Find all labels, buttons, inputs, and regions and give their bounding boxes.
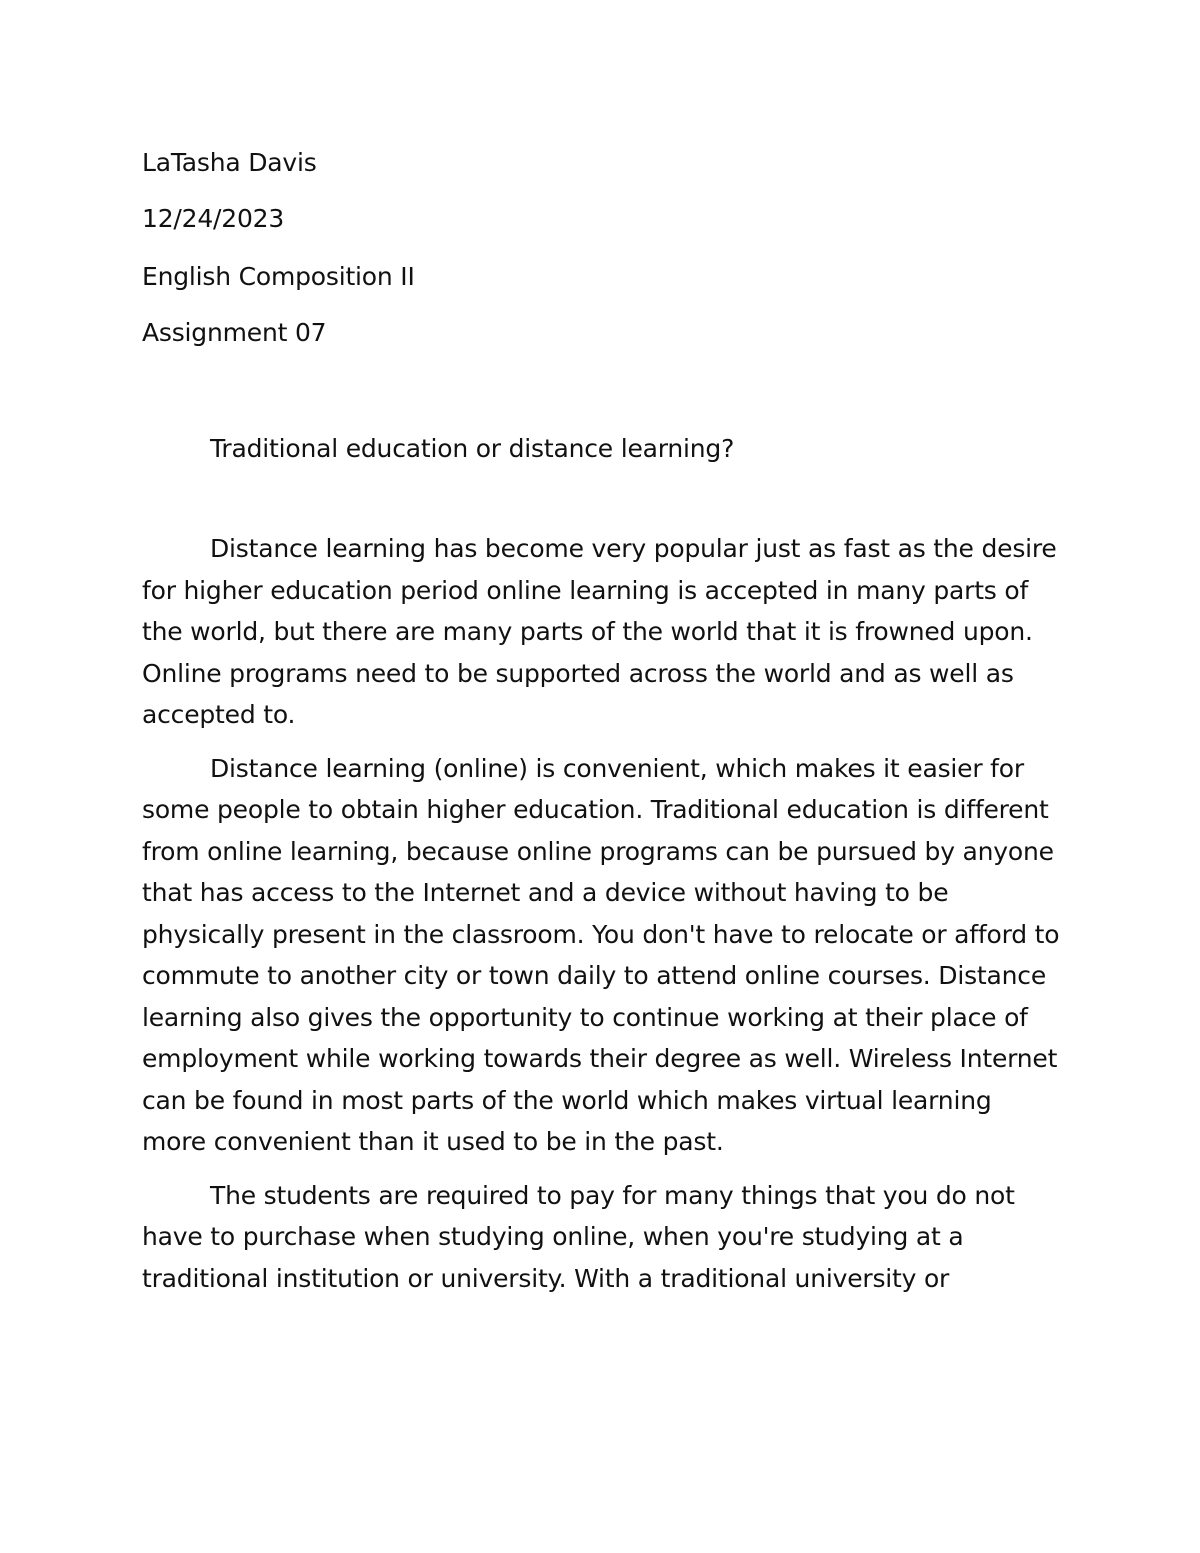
author-name: LaTasha Davis [142, 148, 317, 177]
date: 12/24/2023 [142, 204, 285, 233]
paragraph: Distance learning (online) is convenient, which makes it easier for some people to obtain higher education. Traditional education is different from online learning, because online programs can be pursued by anyone that has access to the Internet and a device without having to be physically present in the classroom. You don't have to relocate or afford to commute to another city or town daily to attend online courses. Distance learning also gives the opportunity to continue working at their place of employment while working towards their degree as well. Wireless Internet can be found in most parts of the world which makes virtual learning more convenient than it used to be in the past. [142, 753, 1060, 1156]
essay-title: Traditional education or distance learning? [210, 434, 735, 463]
paragraph: The students are required to pay for many things that you do not have to purchase when studying online, when you're studying at a traditional institution or university. With a traditional university or [142, 1180, 1015, 1293]
course-name: English Composition II [142, 262, 415, 291]
paragraph: Distance learning has become very popular just as fast as the desire for higher education period online learning is accepted in many parts of the world, but there are many parts of the world that it is frowned upon. Online programs need to be supported across the world and as well as accepted to. [142, 534, 1057, 729]
assignment-number: Assignment 07 [142, 318, 327, 347]
essay-body [142, 528, 1062, 1311]
